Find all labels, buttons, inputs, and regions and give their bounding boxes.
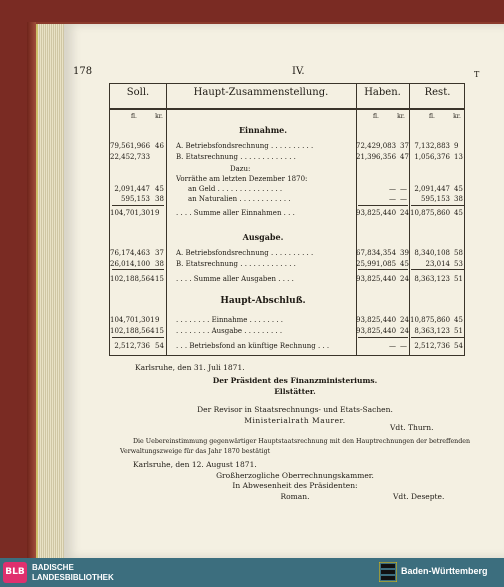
soll-fl: 104,701,301 xyxy=(110,316,155,324)
rest-kr: 53 xyxy=(454,260,463,268)
sub-kr: kr. xyxy=(155,113,163,120)
president-name: Ellstätter. xyxy=(274,387,316,396)
rest-kr: 45 xyxy=(454,209,463,217)
rest-kr: 13 xyxy=(454,153,463,161)
haben-fl: 93,825,440 xyxy=(356,275,397,283)
row-label: . . . . Summe aller Ausgaben . . . . xyxy=(176,275,294,283)
row-label: Vorräthe am letzten Dezember 1870: xyxy=(176,175,308,183)
table-row xyxy=(110,274,466,284)
sub-kr: kr. xyxy=(453,113,461,120)
haben-fl: 93,825,440 xyxy=(356,209,397,217)
auditor-title: Der Revisor in Staatsrechnungs- und Etats-Sachen. xyxy=(197,405,393,414)
soll-fl: 104,701,301 xyxy=(110,209,155,217)
haben-fl: 93,825,440 xyxy=(356,327,397,335)
absence-note: In Abwesenheit des Präsidenten: xyxy=(232,481,358,490)
date-first: Karlsruhe, den 31. Juli 1871. xyxy=(135,363,245,372)
soll-kr: 54 xyxy=(155,342,164,350)
haben-fl: 93,825,440 xyxy=(356,316,397,324)
soll-fl: 102,188,564 xyxy=(110,327,155,335)
vidit-first: Vdt. Thurn. xyxy=(390,423,434,432)
haben-kr: 24 xyxy=(400,327,409,335)
haben-fl: — xyxy=(389,342,396,350)
rest-fl: 8,340,108 xyxy=(414,249,450,257)
soll-kr: 46 xyxy=(155,142,164,150)
header-rest: Rest. xyxy=(424,87,451,98)
date-second: Karlsruhe, den 12. August 1871. xyxy=(133,460,257,469)
soll-fl: 595,153 xyxy=(121,195,150,203)
rest-kr: 45 xyxy=(454,316,463,324)
haben-fl: 25,991,085 xyxy=(356,260,397,268)
edge-mark: T xyxy=(474,70,480,79)
rest-fl: 2,512,736 xyxy=(414,342,450,350)
haben-fl: — xyxy=(389,185,396,193)
soll-kr: 9 xyxy=(155,209,160,217)
haben-kr: 37 xyxy=(400,142,409,150)
header-main: Haupt-Zusammenstellung. xyxy=(193,87,329,98)
haben-kr: 24 xyxy=(400,209,409,217)
library-name-line-2: LANDESBIBLIOTHEK xyxy=(32,573,114,582)
soll-kr: 9 xyxy=(155,316,160,324)
chapter-heading: IV. xyxy=(292,66,305,77)
soll-kr: 45 xyxy=(155,185,164,193)
row-label: . . . . . . . . Einnahme . . . . . . . . xyxy=(176,316,284,324)
rest-fl: 23,014 xyxy=(425,260,450,268)
soll-kr: 37 xyxy=(155,249,164,257)
library-name-line-1: BADISCHE xyxy=(32,563,74,572)
blb-logo[interactable]: BLB xyxy=(3,562,27,583)
sub-kr: kr. xyxy=(397,113,405,120)
header-soll: Soll. xyxy=(126,87,150,98)
table-row xyxy=(110,164,466,174)
confirmation-line-2: Verwaltungszweige für das Jahr 1870 bestätigt xyxy=(120,448,271,455)
row-label: . . . . . . . . Ausgabe . . . . . . . . . xyxy=(176,327,283,335)
table-row xyxy=(110,152,466,162)
haben-fl: 67,834,354 xyxy=(356,249,397,257)
rest-fl: 2,091,447 xyxy=(414,185,450,193)
rest-kr: 51 xyxy=(454,327,463,335)
rest-fl: 10,875,860 xyxy=(410,316,451,324)
table-row xyxy=(110,326,466,336)
soll-kr: 38 xyxy=(155,195,164,203)
row-label: B. Etatsrechnung . . . . . . . . . . . . . xyxy=(176,260,296,268)
haben-fl: — xyxy=(389,195,396,203)
soll-fl: 22,452,733 xyxy=(110,153,151,161)
table-row xyxy=(110,341,466,351)
soll-kr: 15 xyxy=(155,275,164,283)
library-name[interactable] xyxy=(32,563,114,583)
soll-fl: 26,014,100 xyxy=(110,260,151,268)
vidit-second: Vdt. Desepte. xyxy=(393,492,445,501)
rest-fl: 595,153 xyxy=(421,195,450,203)
row-label: an Naturalien . . . . . . . . . . . . xyxy=(188,195,291,203)
state-lions-icon xyxy=(379,562,397,582)
soll-fl: 2,512,736 xyxy=(114,342,150,350)
confirmation-line-1: Die Uebereinstimmung gegenwärtiger Hauptstaatsrechnung mit den Hauptrechnungen der betreffenden xyxy=(133,438,471,445)
row-label: an Geld . . . . . . . . . . . . . . . xyxy=(188,185,283,193)
table-row xyxy=(110,208,466,218)
rest-fl: 8,363,123 xyxy=(414,275,450,283)
table-row xyxy=(110,248,466,258)
row-label: B. Etatsrechnung . . . . . . . . . . . . . xyxy=(176,153,296,161)
rest-kr: 9 xyxy=(454,142,459,150)
haben-kr: 39 xyxy=(400,249,409,257)
page-edges xyxy=(36,24,64,558)
table-row xyxy=(110,194,466,204)
rest-fl: 10,875,860 xyxy=(410,209,451,217)
header-haben: Haben. xyxy=(364,87,401,98)
auditor-name: Ministerialrath Maurer. xyxy=(244,416,346,425)
rest-kr: 45 xyxy=(454,185,463,193)
haben-kr: 47 xyxy=(400,153,409,161)
sub-fl: fl. xyxy=(429,113,435,120)
table-row xyxy=(110,315,466,325)
chamber-title: Großherzogliche Oberrechnungskammer. xyxy=(216,471,374,480)
haben-kr: — xyxy=(400,195,407,203)
rest-kr: 54 xyxy=(454,342,463,350)
rest-fl: 8,363,123 xyxy=(414,327,450,335)
book-board xyxy=(27,22,36,558)
rest-fl: 7,132,883 xyxy=(414,142,450,150)
summary-table xyxy=(109,83,465,356)
soll-fl: 2,091,447 xyxy=(114,185,150,193)
sub-fl: fl. xyxy=(131,113,137,120)
haben-kr: — xyxy=(400,342,407,350)
section-ausgabe: Ausgabe. xyxy=(242,232,284,242)
rest-kr: 58 xyxy=(454,249,463,257)
soll-fl: 76,174,463 xyxy=(110,249,151,257)
rest-kr: 38 xyxy=(454,195,463,203)
soll-fl: 102,188,564 xyxy=(110,275,155,283)
soll-fl: 79,561,966 xyxy=(110,142,151,150)
rest-kr: 51 xyxy=(454,275,463,283)
table-row xyxy=(110,174,466,184)
row-label: A. Betriebsfondsrechnung . . . . . . . . . . xyxy=(176,249,314,257)
table-row xyxy=(110,141,466,151)
row-label: . . . . Summe aller Einnahmen . . . xyxy=(176,209,295,217)
soll-kr: 38 xyxy=(155,260,164,268)
row-label: A. Betriebsfondsrechnung . . . . . . . . . . xyxy=(176,142,314,150)
rest-fl: 1,056,376 xyxy=(414,153,450,161)
haben-kr: 45 xyxy=(400,260,409,268)
haben-kr: 24 xyxy=(400,316,409,324)
haben-fl: 21,396,356 xyxy=(356,153,397,161)
state-name[interactable]: Baden-Württemberg xyxy=(401,566,488,576)
table-row xyxy=(110,259,466,269)
section-abschluss: Haupt-Abschluß. xyxy=(220,296,306,306)
haben-fl: 72,429,083 xyxy=(356,142,397,150)
page-number: 178 xyxy=(73,66,93,77)
haben-kr: — xyxy=(400,185,407,193)
president-title: Der Präsident des Finanzministeriums. xyxy=(212,376,378,385)
row-label: . . . Betriebsfond an künftige Rechnung . . . xyxy=(176,342,330,350)
section-einnahme: Einnahme. xyxy=(238,125,288,135)
row-label: Dazu: xyxy=(230,165,251,173)
haben-kr: 24 xyxy=(400,275,409,283)
table-row xyxy=(110,184,466,194)
soll-kr: 15 xyxy=(155,327,164,335)
sub-fl: fl. xyxy=(373,113,379,120)
signer-name: Roman. xyxy=(280,492,310,501)
